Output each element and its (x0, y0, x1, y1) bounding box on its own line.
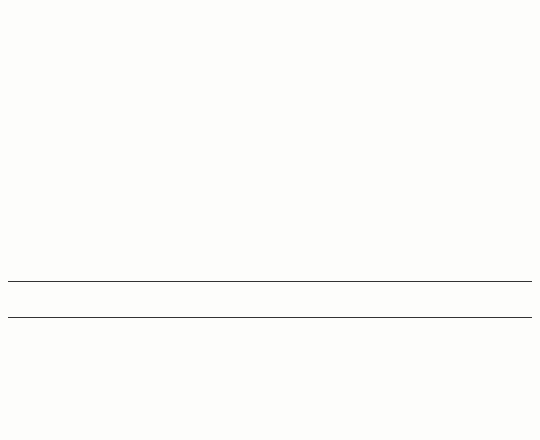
blank-area (290, 0, 540, 290)
article-column-3 (365, 319, 534, 440)
headline-bottom-rule (8, 317, 532, 318)
article-top-column (10, 0, 280, 17)
article-top-last-line (10, 0, 280, 17)
column-1-first-line (8, 319, 177, 334)
article-column-1 (8, 319, 177, 440)
headline-top-rule (8, 281, 532, 282)
article-column-2 (187, 319, 356, 440)
article-body-columns (8, 319, 534, 440)
